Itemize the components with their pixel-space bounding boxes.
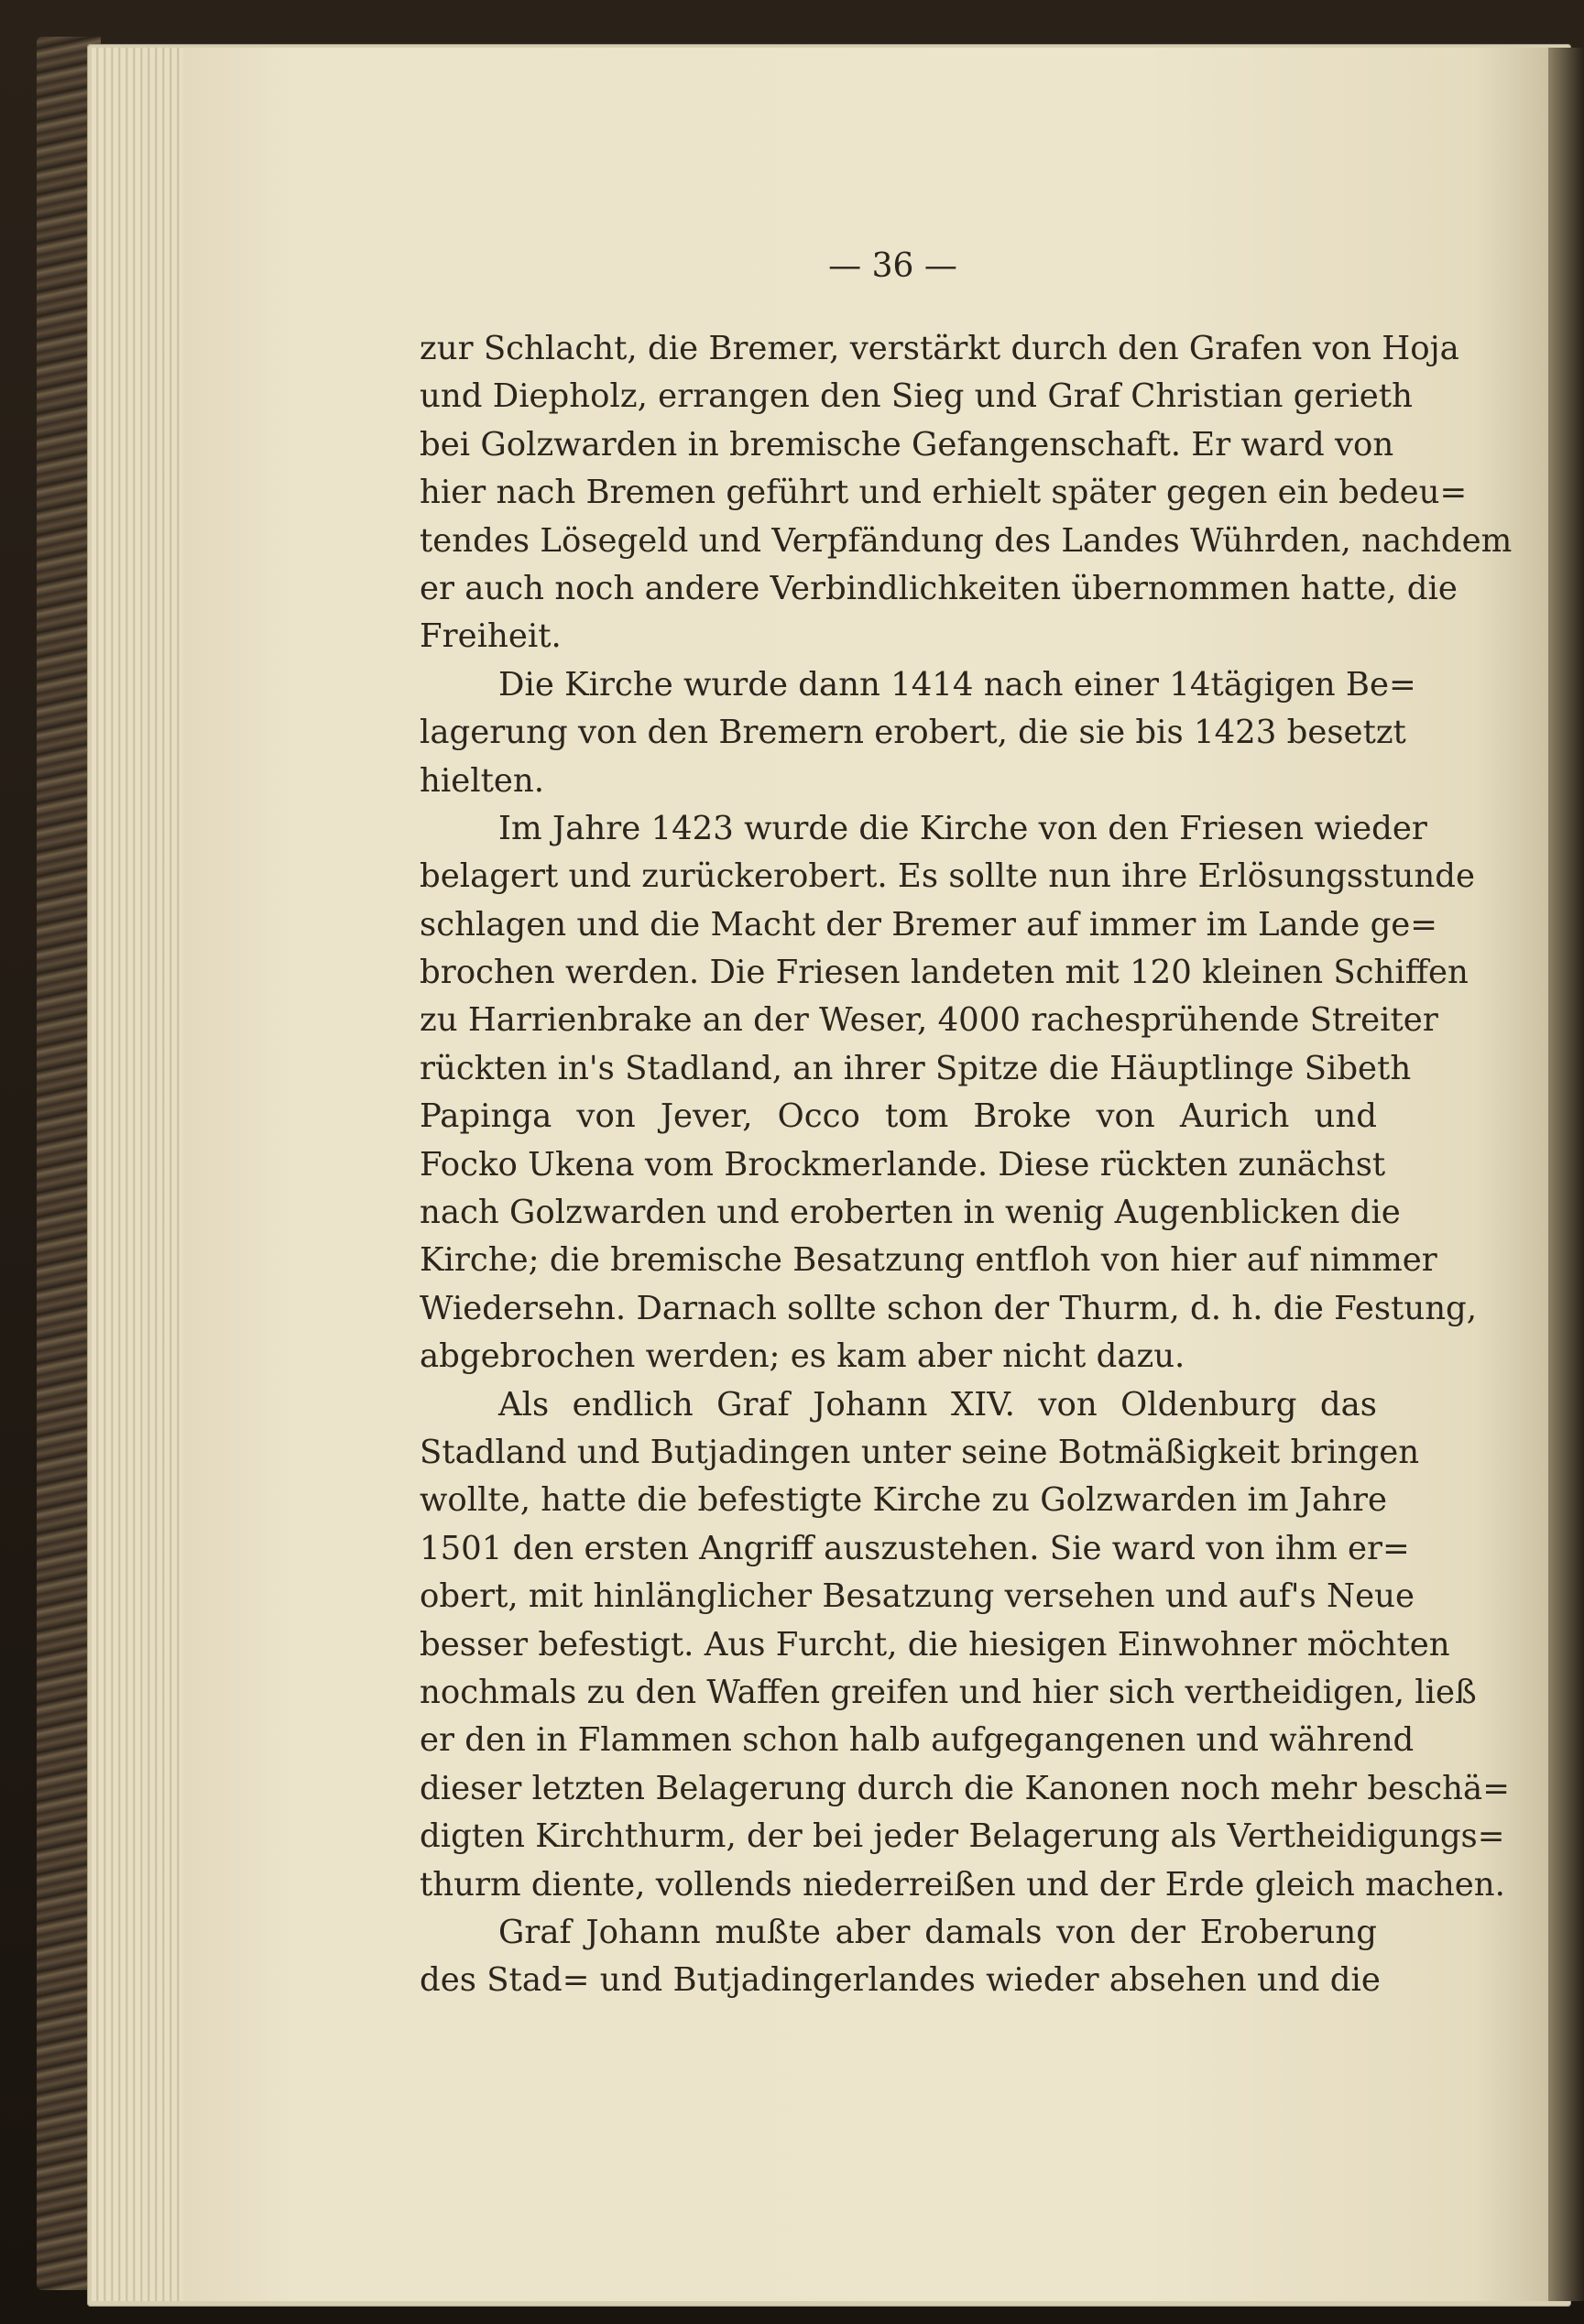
text-line: zu Harrienbrake an der Weser, 4000 rachesprühende Streiter bbox=[420, 1001, 1438, 1040]
text-line: abgebrochen werden; es kam aber nicht dazu. bbox=[420, 1337, 1185, 1376]
text-line: brochen werden. Die Friesen landeten mit 120 kleinen Schiffen bbox=[420, 954, 1469, 992]
text-line: hielten. bbox=[420, 761, 545, 800]
text-line: des Stad= und Butjadingerlandes wieder absehen und die bbox=[420, 1961, 1381, 2000]
text-line: rückten in's Stadland, an ihrer Spitze die Häuptlinge Sibeth bbox=[420, 1049, 1412, 1087]
text-line: Die Kirche wurde dann 1414 nach einer 14tägigen Be= bbox=[498, 665, 1416, 704]
text-line: Focko Ukena vom Brockmerlande. Diese rückten zunächst bbox=[420, 1145, 1386, 1184]
text-line: belagert und zurückerobert. Es sollte nun ihre Erlösungsstunde bbox=[420, 857, 1475, 896]
page-number: — 36 — bbox=[828, 247, 957, 285]
text-line: nach Golzwarden und eroberten in wenig Augenblicken die bbox=[420, 1194, 1401, 1232]
text-line: zur Schlacht, die Bremer, verstärkt durch den Grafen von Hoja bbox=[420, 330, 1459, 367]
text-line: digten Kirchthurm, der bei jeder Belagerung als Vertheidigungs= bbox=[420, 1817, 1505, 1856]
text-line: bei Golzwarden in bremische Gefangenschaft. Er ward von bbox=[420, 425, 1394, 464]
text-line: Graf Johann mußte aber damals von der Eroberung bbox=[498, 1913, 1377, 1951]
text-line: nochmals zu den Waffen greifen und hier sich vertheidigen, ließ bbox=[420, 1673, 1477, 1711]
text-line: wollte, hatte die befestigte Kirche zu Golzwarden im Jahre bbox=[420, 1481, 1388, 1520]
text-line: Kirche; die bremische Besatzung entfloh von hier auf nimmer bbox=[420, 1241, 1437, 1280]
text-line: tendes Lösegeld und Verpfändung des Landes Wührden, nachdem bbox=[420, 521, 1513, 560]
text-line: Papinga von Jever, Occo tom Broke von Aurich und bbox=[420, 1097, 1377, 1136]
text-line: er den in Flammen schon halb aufgegangenen und während bbox=[420, 1721, 1415, 1760]
body-text bbox=[420, 325, 1513, 2005]
text-line: Stadland und Butjadingen unter seine Botmäßigkeit bringen bbox=[420, 1433, 1420, 1471]
text-line: Wiedersehn. Darnach sollte schon der Thurm, d. h. die Festung, bbox=[420, 1289, 1478, 1327]
book-gutter bbox=[1548, 48, 1584, 2301]
text-line: obert, mit hinlänglicher Besatzung versehen und auf's Neue bbox=[420, 1577, 1415, 1616]
text-line: besser befestigt. Aus Furcht, die hiesigen Einwohner möchten bbox=[420, 1625, 1450, 1664]
text-line: Freiheit. bbox=[420, 617, 562, 656]
text-line: 1501 den ersten Angriff auszustehen. Sie ward von ihm er= bbox=[420, 1529, 1410, 1567]
text-line: thurm diente, vollends niederreißen und der Erde gleich machen. bbox=[420, 1865, 1505, 1904]
text-line: dieser letzten Belagerung durch die Kanonen noch mehr beschä= bbox=[420, 1769, 1510, 1807]
text-line: und Diepholz, errangen den Sieg und Graf Christian gerieth bbox=[420, 377, 1413, 416]
text-line: Im Jahre 1423 wurde die Kirche von den Friesen wieder bbox=[498, 809, 1427, 847]
text-line: hier nach Bremen geführt und erhielt später gegen ein bedeu= bbox=[420, 474, 1468, 512]
text-line: schlagen und die Macht der Bremer auf immer im Lande ge= bbox=[420, 905, 1438, 944]
text-line: er auch noch andere Verbindlichkeiten übernommen hatte, die bbox=[420, 569, 1458, 607]
text-line: Als endlich Graf Johann XIV. von Oldenburg das bbox=[498, 1385, 1377, 1424]
text-line: lagerung von den Bremern erobert, die sie bis 1423 besetzt bbox=[420, 714, 1406, 752]
page-edges bbox=[92, 48, 192, 2301]
